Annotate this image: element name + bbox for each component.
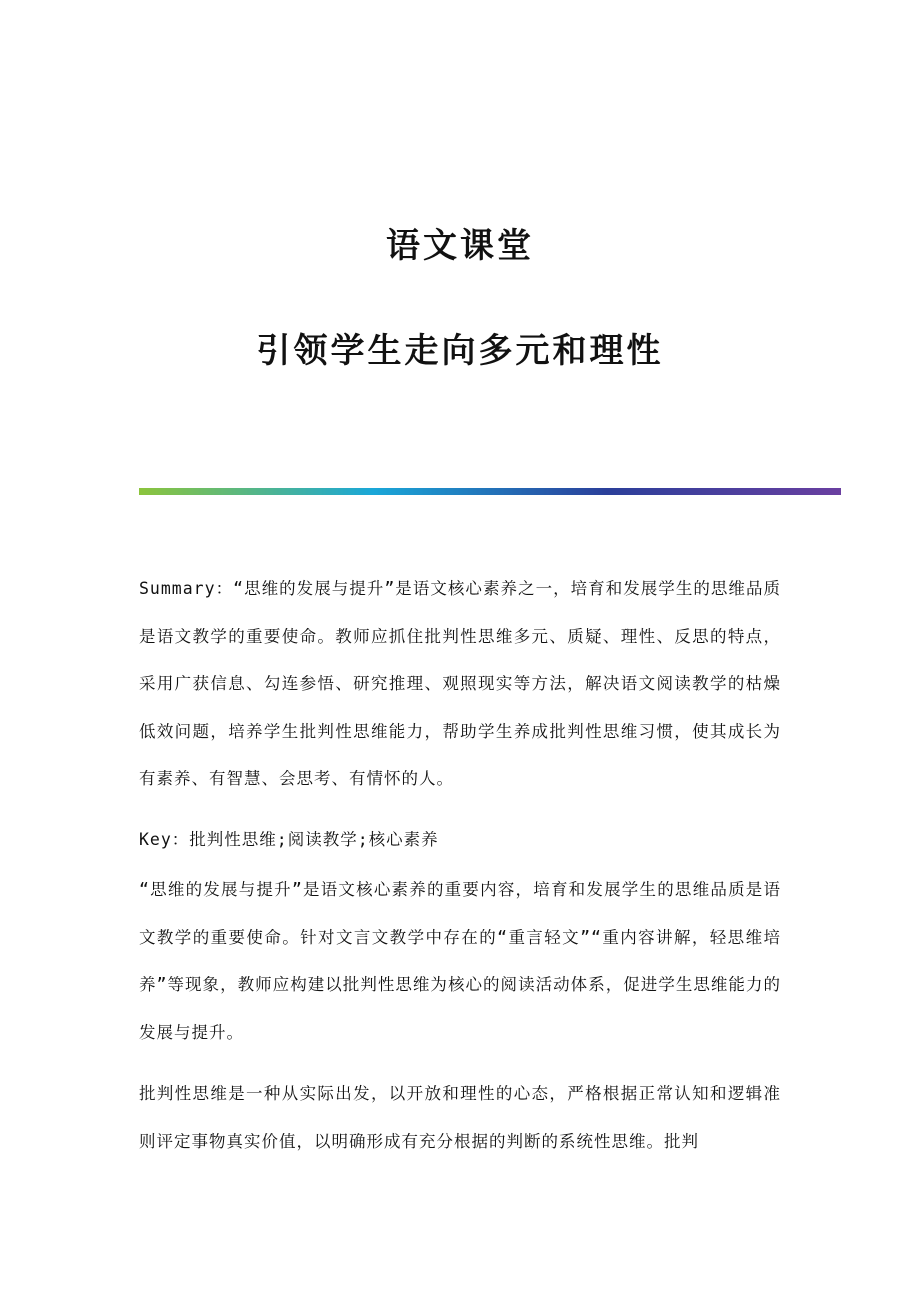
document-title-line-2: 引领学生走向多元和理性: [256, 331, 664, 371]
keywords-line: Key：批判性思维;阅读教学;核心素养: [139, 830, 439, 849]
gradient-divider: [139, 488, 841, 495]
summary-paragraph: Summary：“思维的发展与提升”是语文核心素养之一，培育和发展学生的思维品质是语文教学的重要使命。教师应抓住批判性思维多元、质疑、理性、反思的特点，采用广获信息、勾连参悟、研究推理、观照现实等方法，解决语文阅读教学的枯燥低效问题，培养学生批判性思维能力，帮助学生养成批判性思维习惯，使其成长为有素养、有智慧、会思考、有情怀的人。: [139, 579, 781, 788]
document-title-line-1: 语文课堂: [386, 226, 534, 266]
body-paragraph-2: 批判性思维是一种从实际出发，以开放和理性的心态，严格根据正常认知和逻辑准则评定事物真实价值，以明确形成有充分根据的判断的系统性思维。批判: [139, 1084, 781, 1151]
body-paragraph-1: “思维的发展与提升”是语文核心素养的重要内容，培育和发展学生的思维品质是语文教学的重要使命。针对文言文教学中存在的“重言轻文”“重内容讲解，轻思维培养”等现象，教师应构建以批判性思维为核心的阅读活动体系，促进学生思维能力的发展与提升。: [139, 880, 781, 1042]
